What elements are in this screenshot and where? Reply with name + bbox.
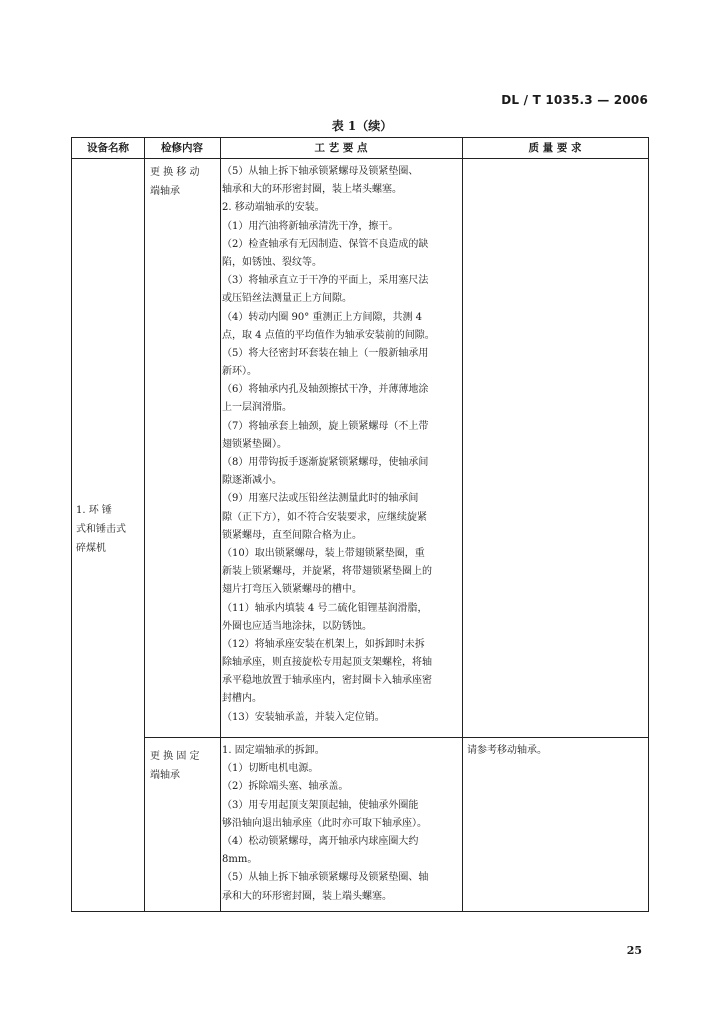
process-line: 1. 固定端轴承的拆卸。 [222,745,325,756]
process-line: 锁紧螺母，直至间隙合格为止。 [222,529,362,541]
maintenance-item-cell [150,747,220,785]
process-line: 或压铅丝法测量正上方间隙。 [222,293,352,305]
process-line: 上一层润滑脂。 [222,402,292,414]
column-header-equipment: 设备名称 [87,142,129,154]
process-line: （7）将轴承套上轴颈，旋上锁紧螺母（不上带 [222,420,429,432]
process-line: （5）将大径密封环套装在轴上（一般新轴承用 [222,347,429,359]
header-divider [72,158,648,159]
row-divider [144,737,648,738]
process-line: 点，取 4 点值的平均值作为轴承安装前的间隙。 [222,329,435,341]
process-line: 新装上锁紧螺母，并旋紧，将带翅锁紧垫圈上的 [222,566,432,578]
process-line: （3）用专用起顶支架顶起轴，使轴承外圈能 [222,799,419,811]
process-line: （10）取出锁紧螺母，装上带翅锁紧垫圈，重 [222,547,425,559]
process-line: （5）从轴上拆下轴承锁紧螺母及锁紧垫圈、 [222,166,419,177]
maintenance-item-line: 更 换 移 动 [150,167,200,178]
process-line: （5）从轴上拆下轴承锁紧螺母及锁紧垫圈、轴 [222,872,429,884]
equipment-name-line: 1. 环 锤 [76,505,112,516]
process-line: （2）拆除端头塞、轴承盖。 [222,781,349,793]
process-line: （4）松动锁紧螺母，离开轴承内球座圈大约 [222,835,419,847]
process-line: 除轴承座，则直接旋松专用起顶支架螺栓，将轴 [222,657,432,669]
maintenance-item-line: 更 换 固 定 [150,751,200,762]
column-header-maintenance-item: 检修内容 [161,142,203,154]
process-line: （11）轴承内填装 4 号二硫化钼锂基润滑脂， [222,602,428,614]
process-line: 隙（正下方），如不符合安装要求，应继续旋紧 [222,511,427,523]
equipment-name-line: 碎煤机 [76,543,106,554]
equipment-name-line: 式和锤击式 [76,524,126,535]
column-divider [220,138,221,911]
process-line: 陷，如锈蚀、裂纹等。 [222,256,322,268]
maintenance-item-line: 端轴承 [150,770,180,781]
process-line: （8）用带钩扳手逐渐旋紧锁紧螺母，使轴承间 [222,457,429,468]
maintenance-item-line: 端轴承 [150,186,180,197]
process-line: （12）将轴承座安装在机架上，如拆卸时未拆 [222,638,425,650]
process-cell [222,742,454,906]
equipment-name-cell [76,501,142,558]
process-line: 8mm。 [222,854,258,866]
process-cell [222,163,454,727]
column-header-quality: 质 量 要 求 [528,142,582,154]
document-code: DL / T 1035.3 — 2006 [501,93,648,107]
process-line: （3）将轴承直立于干净的平面上，采用塞尺法 [222,275,429,287]
table-caption: 表 1（续） [331,119,393,133]
maintenance-item-cell [150,163,220,201]
process-line: 新环）。 [222,366,257,378]
quality-cell [467,742,647,760]
process-line: 封槽内。 [222,693,262,705]
page-number: 25 [626,944,642,957]
process-line: （6）将轴承内孔及轴颈擦拭干净，并薄薄地涂 [222,384,429,396]
process-line: 2. 移动端轴承的安装。 [222,202,325,214]
column-divider [144,138,145,911]
process-line: 够沿轴向退出轴承座（此时亦可取下轴承座）。 [222,817,427,829]
process-line: （9）用塞尺法或压铅丝法测量此时的轴承间 [222,493,419,505]
process-line: （13）安装轴承盖，并装入定位销。 [222,711,385,723]
process-line: 隙逐渐减小。 [222,475,282,487]
maintenance-table [71,137,649,912]
process-line: 翅锁紧垫圈）。 [222,438,287,450]
process-line: 外圈也应适当地涂抹，以防锈蚀。 [222,620,372,632]
column-header-process: 工 艺 要 点 [314,142,368,154]
process-line: 翅片打弯压入锁紧螺母的槽中。 [222,584,362,596]
process-line: 承和大的环形密封圈，装上端头螺塞。 [222,890,392,902]
quality-line: 请参考移动轴承。 [467,745,547,756]
process-line: （2）检查轴承有无因制造、保管不良造成的缺 [222,238,429,250]
process-line: （1）用汽油将新轴承清洗干净，擦干。 [222,220,399,232]
process-line: 轴承和大的环形密封圈，装上堵头螺塞。 [222,184,402,196]
column-divider [462,138,463,911]
process-line: （4）转动内圈 90° 重测正上方间隙，共测 4 [222,311,422,323]
process-line: 承平稳地放置于轴承座内，密封圈卡入轴承座密 [222,675,432,687]
process-line: （1）切断电机电源。 [222,763,319,775]
